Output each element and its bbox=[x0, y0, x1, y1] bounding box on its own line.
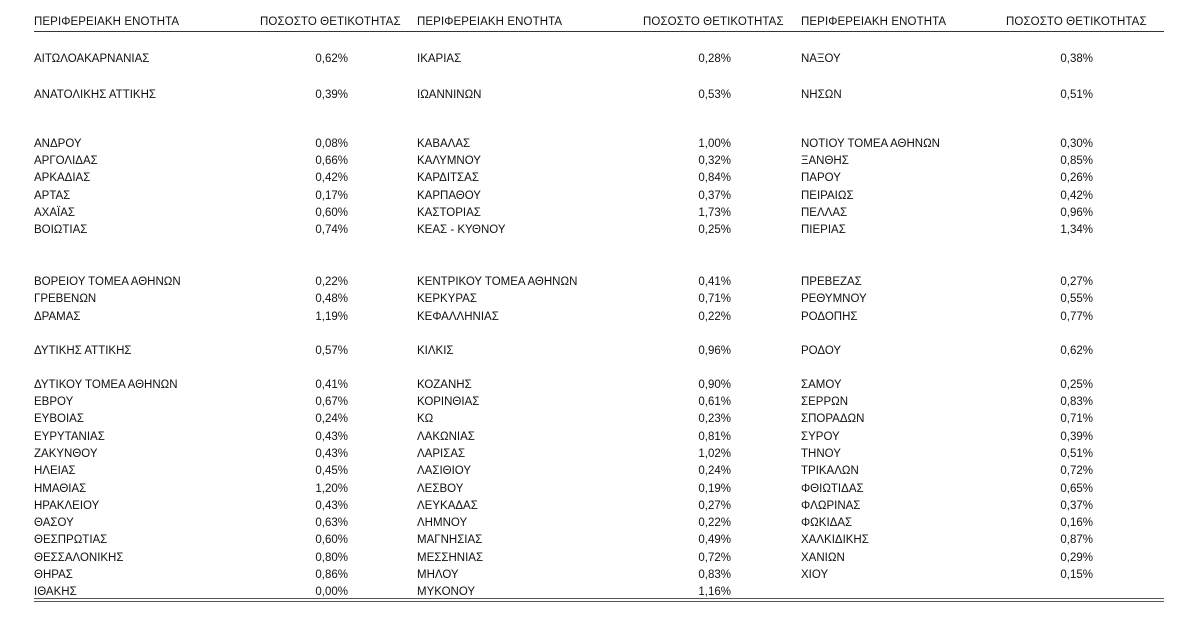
positivity-rate: 0,63% bbox=[315, 517, 348, 529]
positivity-rate: 0,28% bbox=[698, 53, 731, 65]
region-name: ΔΥΤΙΚΗΣ ΑΤΤΙΚΗΣ bbox=[34, 345, 132, 357]
region-name: ΤΗΝΟΥ bbox=[801, 448, 841, 460]
positivity-rate: 0,85% bbox=[1060, 155, 1093, 167]
region-name: ΚΕΦΑΛΛΗΝΙΑΣ bbox=[417, 311, 499, 323]
region-name: ΛΕΥΚΑΔΑΣ bbox=[417, 500, 478, 512]
positivity-rate: 0,55% bbox=[1060, 293, 1093, 305]
positivity-rate: 0,17% bbox=[315, 190, 348, 202]
region-name: ΜΕΣΣΗΝΙΑΣ bbox=[417, 552, 484, 564]
region-name: ΜΑΓΝΗΣΙΑΣ bbox=[417, 534, 483, 546]
region-name: ΚΟΡΙΝΘΙΑΣ bbox=[417, 396, 480, 408]
region-name: ΝΑΞΟΥ bbox=[801, 53, 841, 65]
positivity-rate: 0,22% bbox=[315, 276, 348, 288]
positivity-rate: 1,16% bbox=[698, 586, 731, 598]
region-name: ΕΥΡΥΤΑΝΙΑΣ bbox=[34, 431, 105, 443]
positivity-rate: 0,83% bbox=[698, 569, 731, 581]
positivity-rate: 0,16% bbox=[1060, 517, 1093, 529]
positivity-rate: 0,57% bbox=[315, 345, 348, 357]
positivity-rate: 1,00% bbox=[698, 138, 731, 150]
region-name: ΡΟΔΟΠΗΣ bbox=[801, 311, 858, 323]
positivity-rate: 0,23% bbox=[698, 413, 731, 425]
region-name: ΚΩ bbox=[417, 413, 434, 425]
region-name: ΦΛΩΡΙΝΑΣ bbox=[801, 500, 861, 512]
region-name: ΡΟΔΟΥ bbox=[801, 345, 842, 357]
positivity-rate: 0,27% bbox=[1060, 276, 1093, 288]
positivity-rate: 0,43% bbox=[315, 448, 348, 460]
positivity-rate: 0,51% bbox=[1060, 448, 1093, 460]
region-name: ΚΑΡΔΙΤΣΑΣ bbox=[417, 172, 479, 184]
region-name: ΚΕΡΚΥΡΑΣ bbox=[417, 293, 477, 305]
region-name: ΘΕΣΠΡΩΤΙΑΣ bbox=[34, 534, 108, 546]
region-name: ΚΑΡΠΑΘΟΥ bbox=[417, 190, 481, 202]
positivity-rate: 0,48% bbox=[315, 293, 348, 305]
positivity-rate: 0,43% bbox=[315, 500, 348, 512]
positivity-rate: 0,15% bbox=[1060, 569, 1093, 581]
positivity-rate: 0,00% bbox=[315, 586, 348, 598]
positivity-rate: 0,39% bbox=[315, 89, 348, 101]
column-header-pct-3: ΠΟΣΟΣΤΟ ΘΕΤΙΚΟΤΗΤΑΣ bbox=[1006, 16, 1147, 28]
column-header-pct-2: ΠΟΣΟΣΤΟ ΘΕΤΙΚΟΤΗΤΑΣ bbox=[643, 16, 784, 28]
positivity-rate: 0,61% bbox=[698, 396, 731, 408]
region-name: ΑΧΑΪΑΣ bbox=[34, 207, 75, 219]
region-name: ΠΕΙΡΑΙΩΣ bbox=[801, 190, 854, 202]
region-name: ΘΗΡΑΣ bbox=[34, 569, 73, 581]
positivity-rate: 0,66% bbox=[315, 155, 348, 167]
region-name: ΠΑΡΟΥ bbox=[801, 172, 841, 184]
positivity-rate: 0,38% bbox=[1060, 53, 1093, 65]
positivity-rate: 0,67% bbox=[315, 396, 348, 408]
column-header-region-2: ΠΕΡΙΦΕΡΕΙΑΚΗ ΕΝΟΤΗΤΑ bbox=[417, 16, 563, 28]
positivity-rate: 0,96% bbox=[698, 345, 731, 357]
positivity-rate: 0,42% bbox=[315, 172, 348, 184]
positivity-rate: 0,53% bbox=[698, 89, 731, 101]
region-name: ΖΑΚΥΝΘΟΥ bbox=[34, 448, 98, 460]
positivity-rate: 0,60% bbox=[315, 534, 348, 546]
region-name: ΝΟΤΙΟΥ ΤΟΜΕΑ ΑΘΗΝΩΝ bbox=[801, 138, 940, 150]
positivity-rate: 0,45% bbox=[315, 465, 348, 477]
positivity-rate: 0,49% bbox=[698, 534, 731, 546]
region-name: ΘΑΣΟΥ bbox=[34, 517, 74, 529]
region-name: ΔΡΑΜΑΣ bbox=[34, 311, 81, 323]
positivity-rate: 0,30% bbox=[1060, 138, 1093, 150]
region-name: ΠΙΕΡΙΑΣ bbox=[801, 224, 846, 236]
region-name: ΠΡΕΒΕΖΑΣ bbox=[801, 276, 862, 288]
positivity-rate: 0,72% bbox=[698, 552, 731, 564]
region-name: ΣΑΜΟΥ bbox=[801, 379, 842, 391]
region-name: ΚΑΒΑΛΑΣ bbox=[417, 138, 471, 150]
region-name: ΛΑΣΙΘΙΟΥ bbox=[417, 465, 472, 477]
positivity-rate: 0,62% bbox=[1060, 345, 1093, 357]
positivity-rate: 0,26% bbox=[1060, 172, 1093, 184]
positivity-rate: 0,42% bbox=[1060, 190, 1093, 202]
positivity-rate: 0,81% bbox=[698, 431, 731, 443]
positivity-rate: 0,86% bbox=[315, 569, 348, 581]
region-name: ΛΗΜΝΟΥ bbox=[417, 517, 468, 529]
region-name: ΕΥΒΟΙΑΣ bbox=[34, 413, 84, 425]
positivity-rate: 0,24% bbox=[698, 465, 731, 477]
region-name: ΑΡΚΑΔΙΑΣ bbox=[34, 172, 91, 184]
positivity-rate: 0,43% bbox=[315, 431, 348, 443]
region-name: ΧΑΝΙΩΝ bbox=[801, 552, 845, 564]
region-name: ΑΝΑΤΟΛΙΚΗΣ ΑΤΤΙΚΗΣ bbox=[34, 89, 157, 101]
region-name: ΙΚΑΡΙΑΣ bbox=[417, 53, 462, 65]
region-name: ΝΗΣΩΝ bbox=[801, 89, 842, 101]
positivity-rate: 0,37% bbox=[1060, 500, 1093, 512]
positivity-rate: 0,77% bbox=[1060, 311, 1093, 323]
positivity-rate: 0,29% bbox=[1060, 552, 1093, 564]
region-name: ΛΕΣΒΟΥ bbox=[417, 483, 464, 495]
positivity-rate: 0,25% bbox=[698, 224, 731, 236]
region-name: ΛΑΚΩΝΙΑΣ bbox=[417, 431, 475, 443]
positivity-rate: 0,41% bbox=[698, 276, 731, 288]
region-name: ΜΗΛΟΥ bbox=[417, 569, 459, 581]
positivity-rate: 0,22% bbox=[698, 311, 731, 323]
region-name: ΙΘΑΚΗΣ bbox=[34, 586, 77, 598]
positivity-rate: 0,87% bbox=[1060, 534, 1093, 546]
positivity-rate: 0,39% bbox=[1060, 431, 1093, 443]
positivity-rate: 0,25% bbox=[1060, 379, 1093, 391]
positivity-rate: 0,60% bbox=[315, 207, 348, 219]
region-name: ΦΩΚΙΔΑΣ bbox=[801, 517, 853, 529]
region-name: ΑΙΤΩΛΟΑΚΑΡΝΑΝΙΑΣ bbox=[34, 53, 150, 65]
header-rule bbox=[34, 31, 1164, 32]
positivity-rate: 0,72% bbox=[1060, 465, 1093, 477]
region-name: ΚΑΛΥΜΝΟΥ bbox=[417, 155, 481, 167]
positivity-rate: 0,51% bbox=[1060, 89, 1093, 101]
region-name: ΒΟΙΩΤΙΑΣ bbox=[34, 224, 88, 236]
positivity-rate: 0,24% bbox=[315, 413, 348, 425]
region-name: ΣΠΟΡΑΔΩΝ bbox=[801, 413, 865, 425]
region-name: ΑΡΤΑΣ bbox=[34, 190, 71, 202]
region-name: ΡΕΘΥΜΝΟΥ bbox=[801, 293, 867, 305]
region-name: ΑΡΓΟΛΙΔΑΣ bbox=[34, 155, 98, 167]
positivity-rate: 0,32% bbox=[698, 155, 731, 167]
positivity-rate: 0,74% bbox=[315, 224, 348, 236]
positivity-rate: 0,83% bbox=[1060, 396, 1093, 408]
positivity-rate: 0,08% bbox=[315, 138, 348, 150]
positivity-rate: 0,62% bbox=[315, 53, 348, 65]
region-name: ΧΙΟΥ bbox=[801, 569, 829, 581]
region-name: ΞΑΝΘΗΣ bbox=[801, 155, 849, 167]
region-name: ΘΕΣΣΑΛΟΝΙΚΗΣ bbox=[34, 552, 124, 564]
column-header-pct-1: ΠΟΣΟΣΤΟ ΘΕΤΙΚΟΤΗΤΑΣ bbox=[260, 16, 401, 28]
positivity-rate: 0,71% bbox=[1060, 413, 1093, 425]
region-name: ΚΑΣΤΟΡΙΑΣ bbox=[417, 207, 481, 219]
region-name: ΚΕΑΣ - ΚΥΘΝΟΥ bbox=[417, 224, 506, 236]
region-name: ΗΛΕΙΑΣ bbox=[34, 465, 76, 477]
region-name: ΚΕΝΤΡΙΚΟΥ ΤΟΜΕΑ ΑΘΗΝΩΝ bbox=[417, 276, 578, 288]
positivity-rate: 0,71% bbox=[698, 293, 731, 305]
positivity-rate: 0,22% bbox=[698, 517, 731, 529]
positivity-rate: 0,84% bbox=[698, 172, 731, 184]
column-header-region-1: ΠΕΡΙΦΕΡΕΙΑΚΗ ΕΝΟΤΗΤΑ bbox=[34, 16, 180, 28]
region-name: ΚΟΖΑΝΗΣ bbox=[417, 379, 472, 391]
positivity-rate: 1,34% bbox=[1060, 224, 1093, 236]
region-name: ΒΟΡΕΙΟΥ ΤΟΜΕΑ ΑΘΗΝΩΝ bbox=[34, 276, 181, 288]
region-name: ΤΡΙΚΑΛΩΝ bbox=[801, 465, 859, 477]
region-name: ΠΕΛΛΑΣ bbox=[801, 207, 848, 219]
positivity-rate: 0,19% bbox=[698, 483, 731, 495]
positivity-rate: 1,20% bbox=[315, 483, 348, 495]
region-name: ΛΑΡΙΣΑΣ bbox=[417, 448, 466, 460]
region-name: ΜΥΚΟΝΟΥ bbox=[417, 586, 476, 598]
region-name: ΚΙΛΚΙΣ bbox=[417, 345, 454, 357]
region-name: ΗΜΑΘΙΑΣ bbox=[34, 483, 87, 495]
positivity-rate: 0,65% bbox=[1060, 483, 1093, 495]
region-name: ΑΝΔΡΟΥ bbox=[34, 138, 82, 150]
region-name: ΧΑΛΚΙΔΙΚΗΣ bbox=[801, 534, 869, 546]
positivity-rate: 1,19% bbox=[315, 311, 348, 323]
positivity-rate: 0,41% bbox=[315, 379, 348, 391]
region-name: ΣΕΡΡΩΝ bbox=[801, 396, 849, 408]
positivity-rate: 0,90% bbox=[698, 379, 731, 391]
column-header-region-3: ΠΕΡΙΦΕΡΕΙΑΚΗ ΕΝΟΤΗΤΑ bbox=[801, 16, 947, 28]
positivity-rate: 1,73% bbox=[698, 207, 731, 219]
region-name: ΔΥΤΙΚΟΥ ΤΟΜΕΑ ΑΘΗΝΩΝ bbox=[34, 379, 178, 391]
positivity-rate: 0,96% bbox=[1060, 207, 1093, 219]
region-name: ΙΩΑΝΝΙΝΩΝ bbox=[417, 89, 482, 101]
region-name: ΗΡΑΚΛΕΙΟΥ bbox=[34, 500, 100, 512]
footer-rule bbox=[34, 598, 1164, 602]
region-name: ΣΥΡΟΥ bbox=[801, 431, 840, 443]
region-name: ΓΡΕΒΕΝΩΝ bbox=[34, 293, 97, 305]
positivity-rate: 0,37% bbox=[698, 190, 731, 202]
region-name: ΕΒΡΟΥ bbox=[34, 396, 74, 408]
region-name: ΦΘΙΩΤΙΔΑΣ bbox=[801, 483, 864, 495]
positivity-rate: 0,80% bbox=[315, 552, 348, 564]
positivity-rate: 1,02% bbox=[698, 448, 731, 460]
positivity-rate: 0,27% bbox=[698, 500, 731, 512]
